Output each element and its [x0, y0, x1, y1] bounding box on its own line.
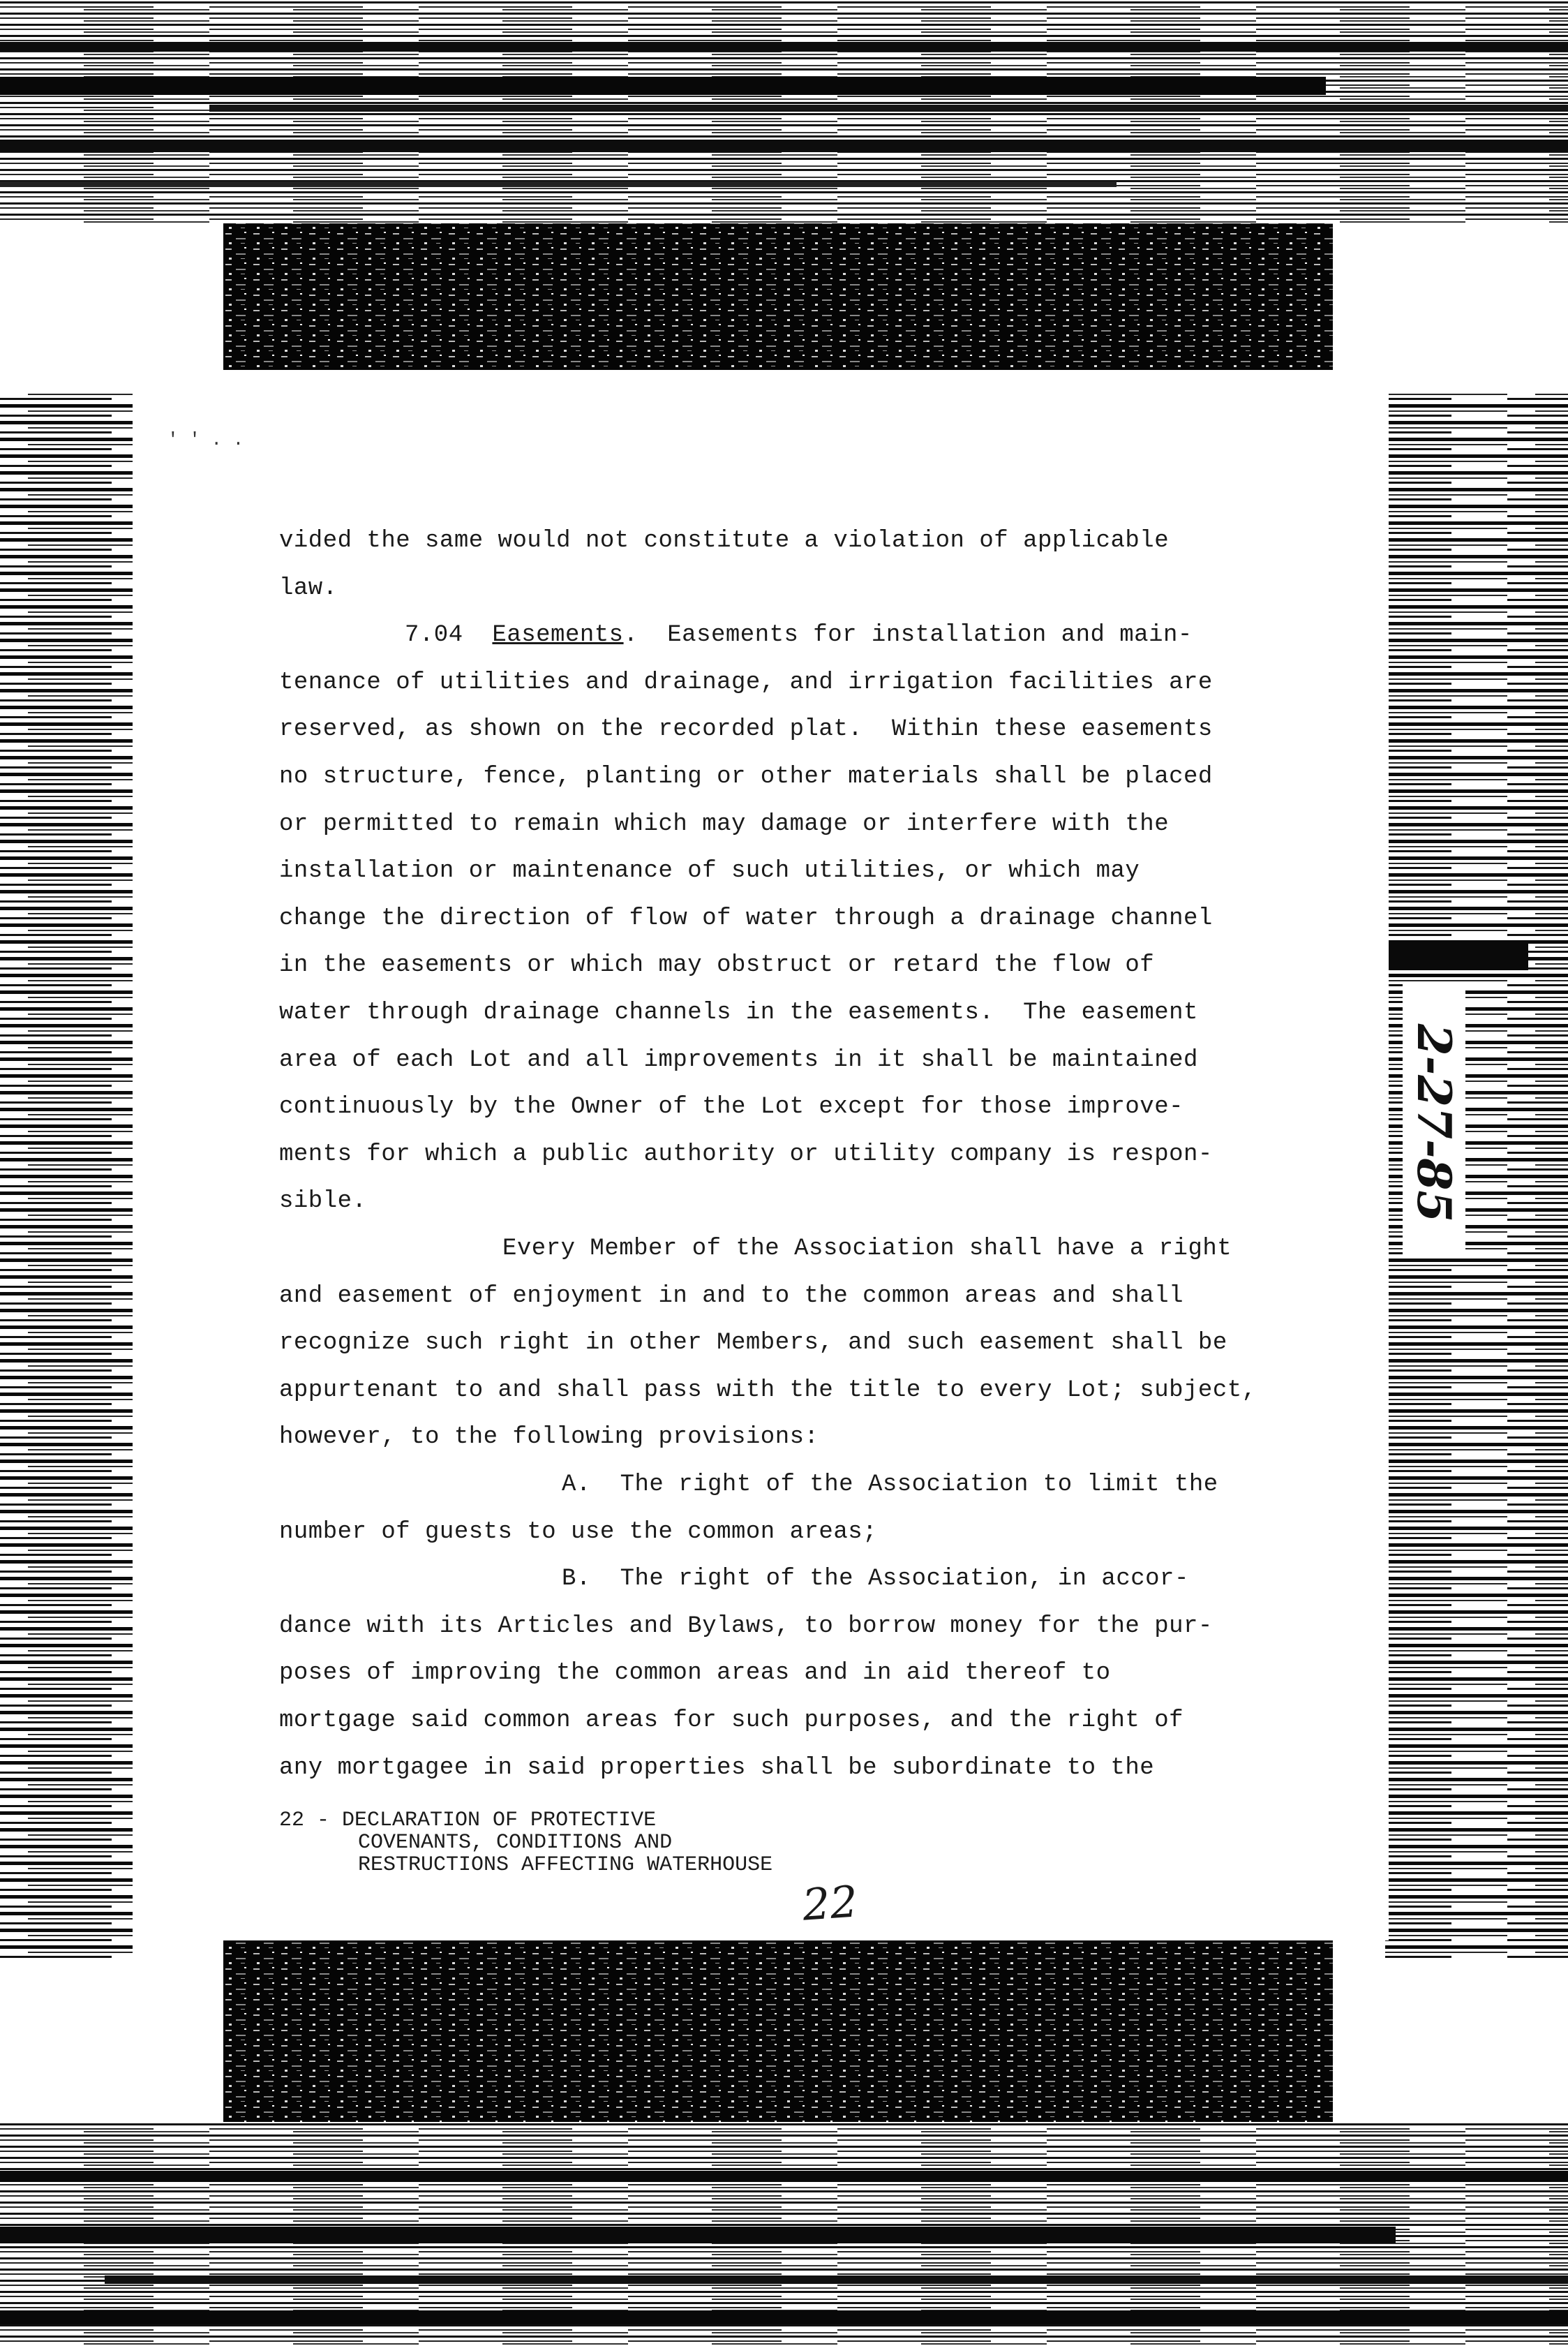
text-line: sible. [279, 1188, 367, 1215]
text-line: tenance of utilities and drainage, and irrigation facilities are [279, 669, 1213, 696]
text-line: continuously by the Owner of the Lot except for those improve- [279, 1094, 1184, 1120]
text-line: recognize such right in other Members, and such easement shall be [279, 1330, 1227, 1356]
text-line: dance with its Articles and Bylaws, to borrow money for the pur- [279, 1613, 1213, 1640]
text-line: A. The right of the Association to limit the [562, 1471, 1218, 1498]
side-date-text: 2-27-85 [1407, 1023, 1461, 1223]
text-segment: . Easements for installation and main- [623, 622, 1193, 648]
footer-title-line-3: RESTRUCTIONS AFFECTING WATERHOUSE [358, 1853, 773, 1877]
text-line: number of guests to use the common areas; [279, 1519, 878, 1545]
text-line: no structure, fence, planting or other materials shall be placed [279, 764, 1213, 790]
text-line: water through drainage channels in the easements. The easement [279, 1000, 1198, 1026]
text-line: any mortgagee in said properties shall be subordinate to the [279, 1755, 1155, 1781]
text-segment: 7.04 [405, 622, 493, 648]
section-heading: Easements [492, 622, 624, 648]
text-line: law. [279, 575, 338, 602]
text-line: appurtenant to and shall pass with the title to every Lot; subject, [279, 1377, 1257, 1404]
side-date-stamp [1403, 984, 1465, 1256]
text-line: or permitted to remain which may damage or interfere with the [279, 811, 1170, 838]
text-line: Every Member of the Association shall have a right [502, 1235, 1232, 1262]
footer-title-line-2: COVENANTS, CONDITIONS AND [358, 1831, 673, 1855]
footer-title-line-1: 22 - DECLARATION OF PROTECTIVE [279, 1809, 657, 1832]
document-page [136, 370, 1389, 1940]
corner-marks: ' ' . . [167, 429, 244, 450]
text-line: ments for which a public authority or utility company is respon- [279, 1141, 1213, 1168]
text-line: poses of improving the common areas and in aid thereof to [279, 1660, 1111, 1686]
text-line: reserved, as shown on the recorded plat. Within these easements [279, 716, 1213, 743]
handwritten-page-number: 22 [800, 1876, 860, 1931]
text-line: vided the same would not constitute a violation of applicable [279, 528, 1170, 554]
text-line: installation or maintenance of such utilities, or which may [279, 858, 1140, 884]
text-line: however, to the following provisions: [279, 1424, 819, 1450]
text-line: area of each Lot and all improvements in it shall be maintained [279, 1047, 1198, 1074]
text-line: and easement of enjoyment in and to the common areas and shall [279, 1283, 1184, 1309]
text-line: B. The right of the Association, in accor- [562, 1566, 1189, 1592]
text-line [405, 621, 1193, 649]
text-line: change the direction of flow of water through a drainage channel [279, 905, 1213, 932]
text-line: in the easements or which may obstruct or retard the flow of [279, 952, 1155, 979]
text-line: mortgage said common areas for such purposes, and the right of [279, 1707, 1184, 1734]
